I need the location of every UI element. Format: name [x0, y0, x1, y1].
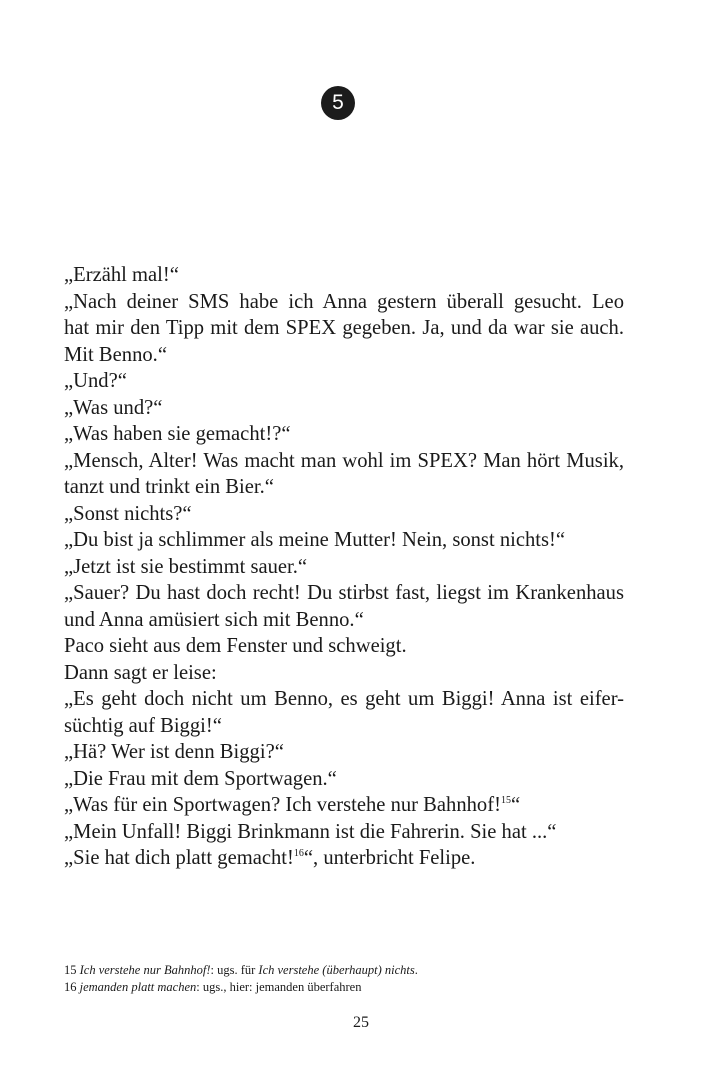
text-line: „Und?“: [64, 370, 127, 392]
text-line: „Hä? Wer ist denn Biggi?“: [64, 741, 284, 763]
footnote-term: jemanden platt machen: [79, 980, 197, 994]
text-line: süchtig auf Biggi!“: [64, 714, 222, 737]
text-line: „Sauer? Du hast doch recht! Du stirbst fast, liegst im Krankenhaus: [64, 582, 624, 604]
page-number: 25: [353, 1014, 369, 1031]
text-line: „Die Frau mit dem Sportwagen.“: [64, 767, 337, 790]
text-line: „Du bist ja schlimmer als meine Mutter! Nein, sonst nichts!“: [64, 529, 566, 551]
text-line: und Anna amüsiert sich mit Benno.“: [64, 608, 364, 631]
text-line: „Was und?“: [64, 396, 163, 419]
text-segment: „Sie hat dich platt gemacht!: [64, 847, 294, 869]
footnote-explanation: Ich verstehe (überhaupt) nichts: [258, 963, 415, 977]
text-line: „Es geht doch nicht um Benno, es geht um Biggi! Anna ist eifer-: [64, 688, 624, 710]
footnote-ref-16: 16: [293, 848, 304, 859]
footnote-term: Ich verstehe nur Bahnhof!: [79, 963, 211, 977]
text-line: Paco sieht aus dem Fenster und schweigt.: [64, 635, 407, 657]
text-line: „Was haben sie gemacht!?“: [64, 423, 291, 445]
text-line: „Nach deiner SMS habe ich Anna gestern überall gesucht. Leo: [64, 290, 624, 313]
text-segment: “: [510, 794, 521, 816]
body-text: [64, 262, 624, 872]
footnote-number: 15: [64, 963, 77, 977]
footnote-16: [64, 979, 624, 996]
text-segment: “, unterbricht Felipe.: [303, 847, 476, 869]
footnote-end: .: [414, 963, 418, 977]
footnote-separator: : ugs. für: [210, 963, 259, 977]
text-line: tanzt und trinkt ein Bier.“: [64, 476, 274, 498]
text-line: „Sonst nichts?“: [64, 502, 192, 525]
chapter-number-badge: 5: [321, 86, 355, 120]
text-line: [64, 792, 624, 819]
footnote-ref-15: 15: [500, 795, 511, 806]
text-line: Mit Benno.“: [64, 343, 167, 366]
text-line: [64, 845, 624, 872]
text-line: „Erzähl mal!“: [64, 264, 179, 286]
footnote-number: 16: [64, 980, 77, 994]
footnote-15: [64, 962, 624, 979]
footnotes: [64, 962, 624, 996]
footnote-explanation: : ugs., hier: jemanden überfahren: [196, 980, 362, 994]
text-segment: „Was für ein Sportwagen? Ich verstehe nur Bahnhof!: [64, 794, 501, 816]
text-line: „Mein Unfall! Biggi Brinkmann ist die Fahrerin. Sie hat ...“: [64, 820, 557, 843]
text-line: „Jetzt ist sie bestimmt sauer.“: [64, 555, 308, 578]
text-line: „Mensch, Alter! Was macht man wohl im SPEX? Man hört Musik,: [64, 449, 624, 472]
text-line: Dann sagt er leise:: [64, 661, 217, 684]
text-line: hat mir den Tipp mit dem SPEX gegeben. Ja, und da war sie auch.: [64, 317, 624, 339]
